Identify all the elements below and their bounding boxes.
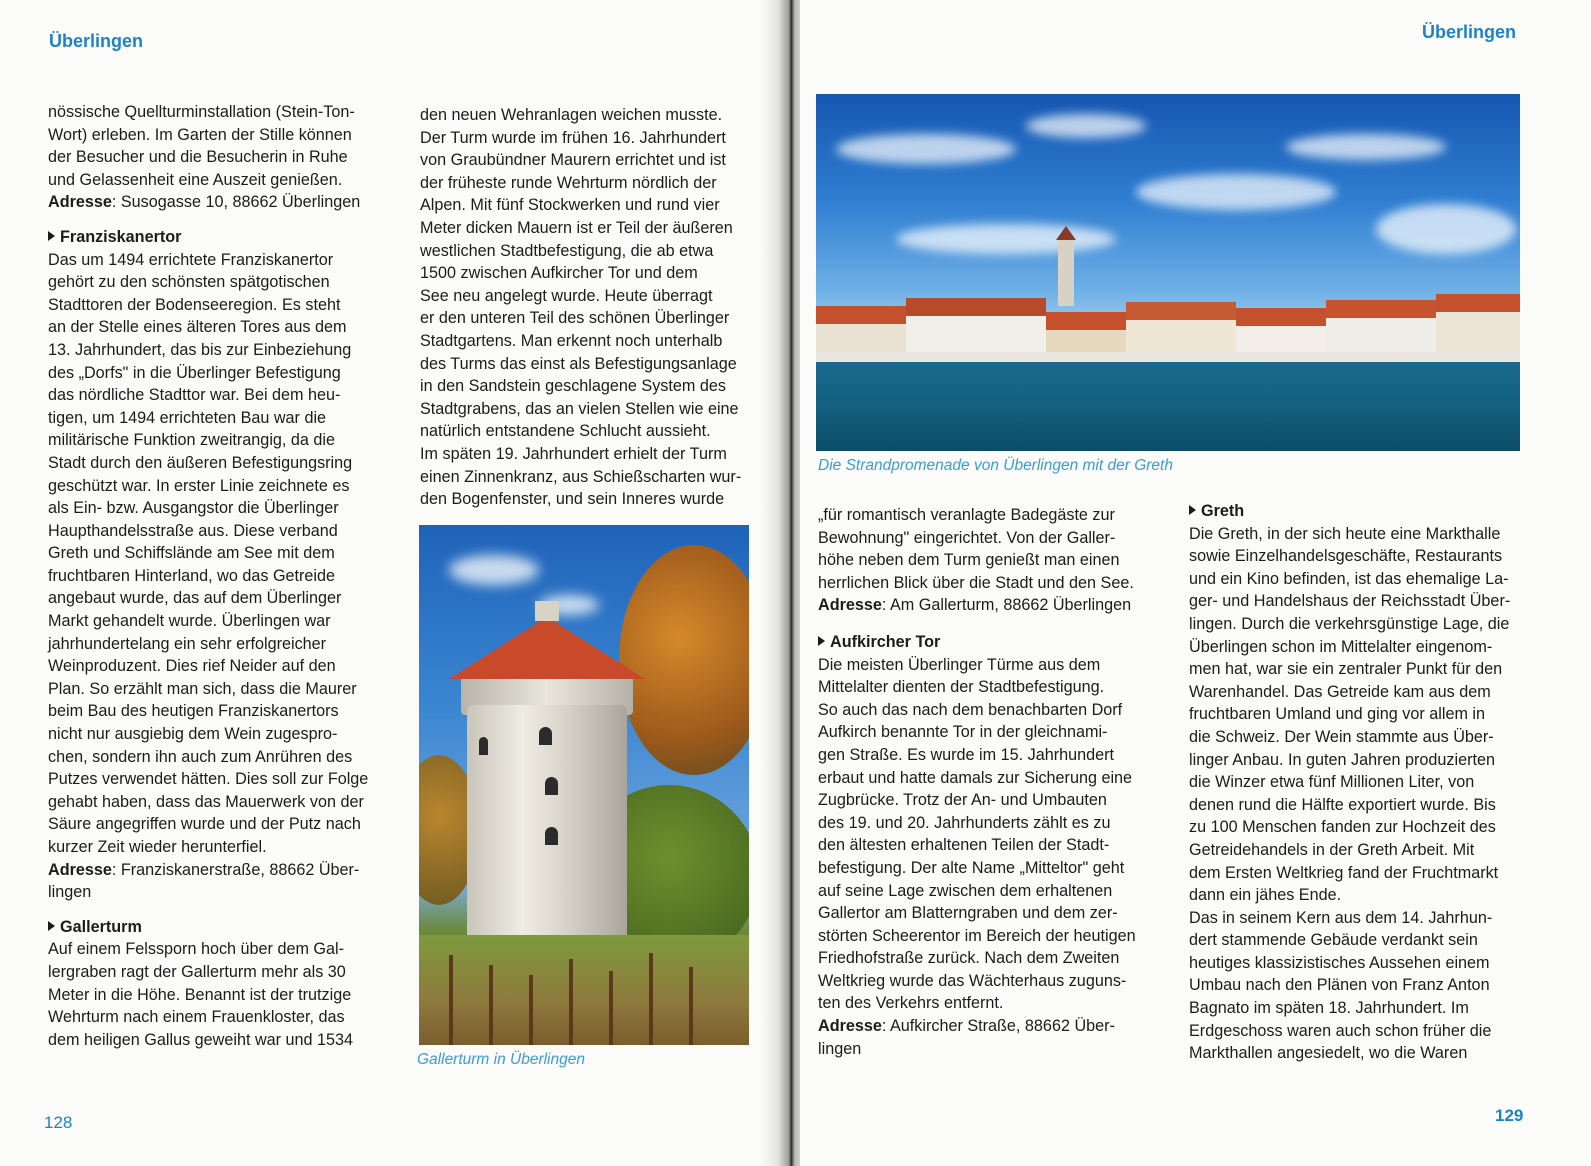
text-line: kurzer Zeit wieder herunterfiel. [48, 838, 267, 856]
triangle-bullet-icon [1189, 505, 1196, 515]
text-line: Umbau nach den Plänen von Franz Anton [1189, 976, 1490, 995]
text-line: nicht nur ausgiebig dem Wein zugespro- [48, 725, 338, 744]
text-line: jahrhundertelang ein sehr erfolgreicher [48, 634, 327, 653]
text-line: befestigung. Der alte Name „Mitteltor" geht [818, 858, 1125, 877]
text-line: Markthallen angesiedelt, wo die Waren [1189, 1044, 1468, 1063]
text-line: fruchtbaren Hinterland, wo das Getreide [48, 566, 336, 585]
text-line: auf seine Lage zwischen dem erhaltenen [818, 881, 1113, 900]
text-line: des 19. und 20. Jahrhunderts zählt es zu [818, 813, 1111, 832]
text-line: der Besucher und die Besucherin in Ruhe [48, 148, 348, 167]
text-line: heutiges klassizistisches Aussehen einem [1189, 953, 1490, 972]
text-line: Bagnato im späten 18. Jahrhundert. Im [1189, 999, 1469, 1018]
left-column-1 [48, 101, 378, 1051]
text-line: Warenhandel. Das Getreide kam aus dem [1189, 682, 1491, 701]
text-line: dem heiligen Gallus geweiht war und 1534 [48, 1030, 354, 1049]
text-line: gehabt haben, dass das Mauerwerk von der [48, 792, 364, 811]
text-line: sowie Einzelhandelsgeschäfte, Restaurants [1189, 547, 1503, 566]
text-line: gehört zu den schönsten spätgotischen [48, 273, 330, 292]
text-line: einen Zinnenkranz, aus Schießscharten wur- [420, 467, 742, 486]
heading-greth [1189, 500, 1534, 523]
franziskanertor-body [48, 249, 378, 904]
col1-intro [48, 101, 378, 214]
text-line: Weinproduzent. Dies rief Neider auf den [48, 657, 336, 676]
text-line: Alpen. Mit fünf Stockwerken und rund vier [420, 196, 720, 215]
text-line: Das um 1494 errichtete Franziskanertor [48, 250, 334, 269]
text-line: westlichen Stadtbefestigung, die ab etwa [420, 241, 714, 260]
right-column-1 [818, 504, 1163, 1060]
text-line: ger- und Handelshaus der Reichsstadt Über- [1189, 592, 1511, 611]
text-line: Plan. So erzählt man sich, dass die Maurer [48, 679, 357, 698]
text-line: tigen, um 1494 errichteten Bau war die [48, 408, 327, 427]
heading-text: Aufkircher Tor [830, 632, 941, 651]
text-line: Säure angegriffen wurde und der Putz nach [48, 815, 361, 834]
text-line: Haupthandelsstraße aus. Diese verband [48, 521, 338, 540]
text-line: die Winzer etwa fünf Millionen Liter, von [1189, 773, 1475, 792]
triangle-bullet-icon [48, 921, 55, 931]
gallerturm-photo [419, 525, 749, 1045]
text-line: Die meisten Überlinger Türme aus dem [818, 655, 1101, 674]
text-line: in den Sandstein geschlagene System des [420, 377, 726, 396]
address-line [818, 594, 1163, 617]
text-line: Wort) erleben. Im Garten der Stille können [48, 125, 352, 144]
text-line: linger Anbau. In guten Jahren produzierten [1189, 750, 1495, 769]
text-line: chen, sondern ihn auch zum Anrühren des [48, 747, 353, 766]
text-line: Erdgeschoss waren auch schon früher die [1189, 1021, 1492, 1040]
text-line: den Bogenfenster, und sein Inneres wurde [420, 490, 725, 509]
text-line: dert stammende Gebäude verdankt sein [1189, 931, 1478, 950]
address-label: Adresse [818, 1017, 882, 1036]
text-line: lingen [48, 883, 92, 902]
text-line: des Turms das einst als Befestigungsanlage [420, 354, 737, 373]
text-line: Getreidehandels in der Greth Arbeit. Mit [1189, 840, 1475, 859]
address-label: Adresse [48, 860, 112, 879]
triangle-bullet-icon [818, 636, 825, 646]
address-value: : Franziskanerstraße, 88662 Über- [111, 860, 360, 879]
text-line: So auch das nach dem benachbarten Dorf [818, 700, 1123, 719]
triangle-bullet-icon [48, 231, 55, 241]
text-line: Bewohnung" eingerichtet. Von der Galler- [818, 528, 1116, 547]
address-line [48, 859, 378, 882]
heading-gallerturm [48, 916, 378, 939]
left-column-2 [420, 104, 760, 511]
text-line: und ein Kino befinden, ist das ehemalige La- [1189, 569, 1509, 588]
heading-aufkircher-tor [818, 631, 1163, 654]
address-value: : Am Gallerturm, 88662 Überlingen [881, 596, 1132, 615]
text-line: Überlingen schon im Mittelalter eingenom- [1189, 637, 1493, 656]
address-label: Adresse [818, 596, 882, 615]
text-line: zu 100 Menschen fanden zur Hochzeit des [1189, 818, 1496, 837]
text-line: und Gelassenheit eine Auszeit genießen. [48, 170, 343, 189]
text-line: Zugbrücke. Trotz der An- und Umbauten [818, 791, 1107, 810]
text-line: fruchtbaren Umland und ging vor allem in [1189, 705, 1486, 724]
text-line: Der Turm wurde im frühen 16. Jahrhundert [420, 128, 726, 147]
text-line: „für romantisch veranlagte Badegäste zur [818, 506, 1115, 524]
text-line: Meter in die Höhe. Benannt ist der trutzige [48, 985, 352, 1004]
text-line: See neu angelegt wurde. Heute überragt [420, 286, 713, 305]
running-head-left: Überlingen [49, 31, 144, 51]
text-line: Markt gehandelt wurde. Überlingen war [48, 612, 331, 631]
text-line: Im späten 19. Jahrhundert erhielt der Turm [420, 444, 727, 463]
text-line: erbaut und hatte damals zur Sicherung eine [818, 768, 1133, 787]
text-line: das nördliche Stadttor war. Bei dem heu- [48, 386, 341, 405]
text-line: an der Stelle eines älteren Tores aus dem [48, 318, 347, 337]
text-line: herrlichen Blick über die Stadt und den See. [818, 573, 1134, 592]
address-label: Adresse [48, 193, 112, 212]
text-line: angebaut wurde, das auf dem Überlinger [48, 589, 342, 608]
running-head-right: Überlingen [1422, 22, 1517, 42]
address-line [818, 1015, 1163, 1038]
text-line: lergraben ragt der Gallerturm mehr als 30 [48, 962, 346, 981]
text-line: militärische Funktion zweitrangig, da die [48, 431, 336, 450]
strandpromenade-caption: Die Strandpromenade von Überlingen mit der Greth [818, 457, 1173, 474]
text-line: die Schweiz. Der Wein stammte aus Über- [1189, 727, 1494, 746]
page-number-left: 128 [44, 1113, 73, 1132]
text-line: geschützt war. In erster Linie zeichnete es [48, 476, 350, 495]
text-line: dann ein jähes Ende. [1189, 886, 1342, 905]
text-line: den ältesten erhaltenen Teilen der Stadt- [818, 836, 1110, 855]
gallerturm-caption: Gallerturm in Überlingen [417, 1051, 585, 1068]
address-line [48, 191, 378, 214]
text-line: Friedhofstraße zurück. Nach dem Zweiten [818, 949, 1120, 968]
text-line: Das in seinem Kern aus dem 14. Jahrhun- [1189, 908, 1493, 927]
left-page [0, 0, 788, 1166]
text-line: er den unteren Teil des schönen Überlinger [420, 309, 730, 328]
text-line: Stadtgartens. Man erkennt noch unterhalb [420, 331, 723, 350]
text-line: Stadtgrabens, das an vielen Stellen wie eine [420, 399, 739, 418]
text-line: als Ein- bzw. Ausgangstor die Überlinger [48, 499, 339, 518]
text-line: natürlich entstandene Schlucht aussieht. [420, 422, 711, 441]
text-line: Putzes verwendet hätten. Dies soll zur Folge [48, 770, 369, 789]
text-line: 1500 zwischen Aufkircher Tor und dem [420, 264, 698, 283]
text-line: Aufkirch benannte Tor in der gleichnami- [818, 723, 1108, 742]
heading-text: Greth [1201, 502, 1245, 520]
text-line: gen Straße. Es wurde im 15. Jahrhundert [818, 745, 1115, 764]
heading-text: Gallerturm [60, 917, 142, 936]
text-line: störten Scheerentor im Bereich der heutigen [818, 926, 1136, 945]
text-line: nössische Quellturminstallation (Stein-Ton- [48, 103, 355, 121]
text-line: Auf einem Felssporn hoch über dem Gal- [48, 940, 345, 959]
text-line: 13. Jahrhundert, das bis zur Einbeziehung [48, 340, 352, 359]
text-line: Meter dicken Mauern ist er Teil der äußeren [420, 218, 733, 237]
text-line: der früheste runde Wehrturm nördlich der [420, 173, 717, 192]
text-line: Stadttoren der Bodenseeregion. Es steht [48, 295, 341, 314]
text-line: Greth und Schiffslände am See mit dem [48, 544, 335, 563]
text-line: denen rund die Hälfte exportiert wurde. Bis [1189, 795, 1496, 814]
text-line: Stadt durch den äußeren Befestigungsring [48, 453, 353, 472]
address-value: : Susogasse 10, 88662 Überlingen [111, 193, 361, 212]
text-line: men hat, war sie ein zentraler Punkt für den [1189, 660, 1503, 679]
text-line: ten des Verkehrs entfernt. [818, 994, 1004, 1013]
text-line: des „Dorfs" in die Überlinger Befestigung [48, 363, 341, 382]
text-line: Die Greth, in der sich heute eine Markthalle [1189, 524, 1501, 543]
page-number-right: 129 [1495, 1106, 1524, 1125]
text-line: Wehrturm nach einem Frauenkloster, das [48, 1008, 345, 1027]
text-line: dem Ersten Weltkrieg fand der Fruchtmarkt [1189, 863, 1499, 882]
address-value: : Aufkircher Straße, 88662 Über- [881, 1017, 1115, 1036]
text-line: den neuen Wehranlagen weichen musste. [420, 106, 723, 124]
text-line: höhe neben dem Turm genießt man einen [818, 551, 1120, 570]
right-column-2 [1189, 500, 1534, 1065]
text-line: Gallertor am Blatterngraben und dem zer- [818, 904, 1118, 923]
gallerturm-body [48, 938, 378, 1051]
text-line: Mittelalter dienten der Stadtbefestigung. [818, 678, 1105, 697]
text-line: von Graubündner Maurern errichtet und ist [420, 151, 726, 170]
text-line: Weltkrieg wurde das Wächterhaus zuguns- [818, 971, 1127, 990]
heading-text: Franziskanertor [60, 227, 182, 246]
text-line: lingen [818, 1039, 862, 1058]
heading-franziskanertor [48, 226, 378, 249]
text-line: lingen. Durch die verkehrsgünstige Lage, die [1189, 614, 1510, 633]
strandpromenade-photo [816, 94, 1520, 451]
text-line: beim Bau des heutigen Franziskanertors [48, 702, 339, 721]
